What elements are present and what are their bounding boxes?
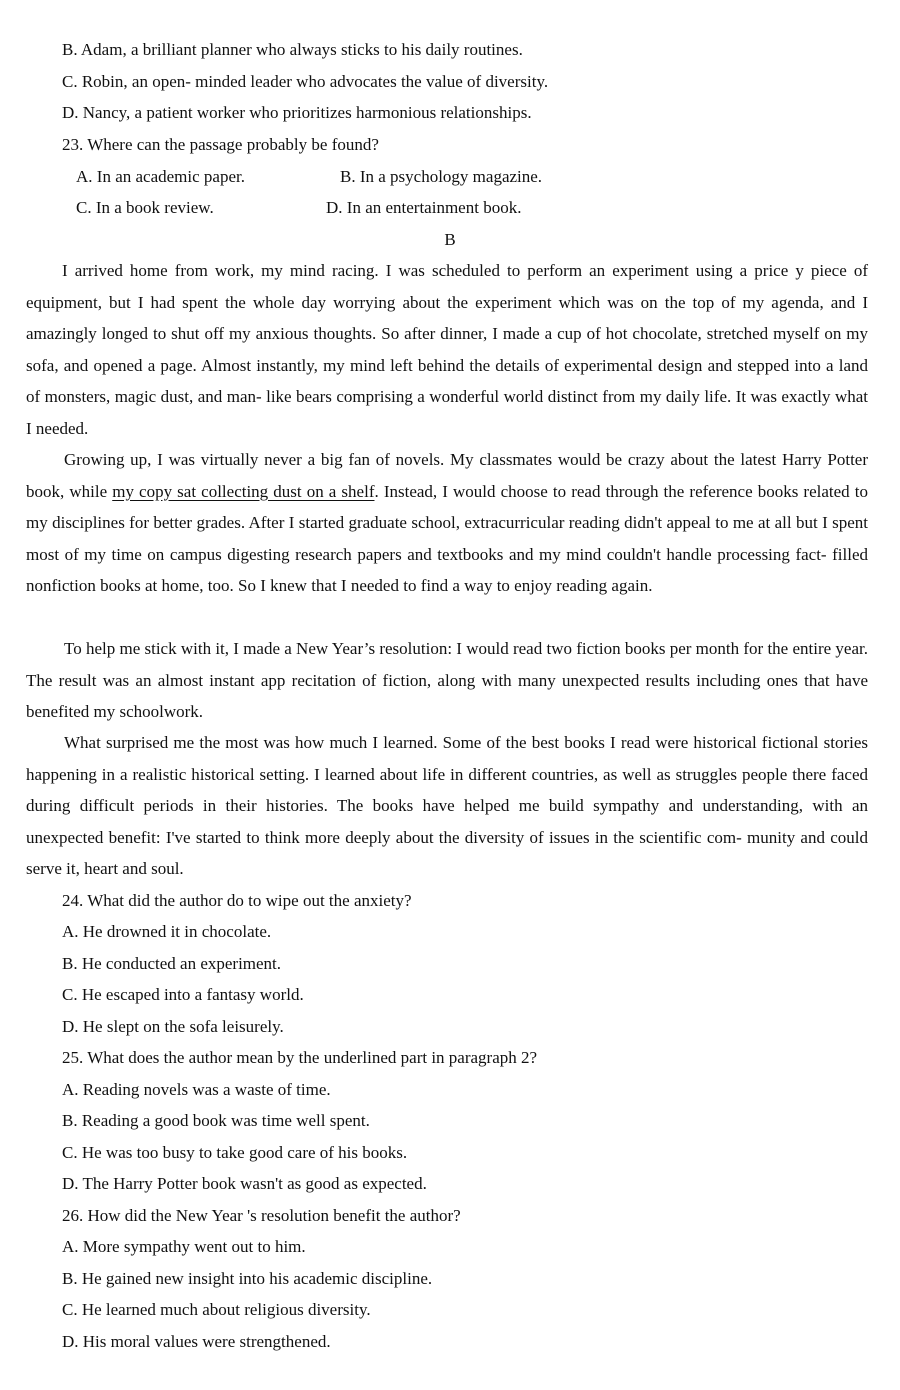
q24-option-d: D. He slept on the sofa leisurely. <box>62 1017 284 1036</box>
passage-paragraph-4: What surprised me the most was how much I learned. Some of the best books I read were historical fictional stories happening in a realistic historical setting. I learned about life in different countries, as well as struggles people there faced during difficult periods in their histories. The books have helped me build sympathy and understanding, with an unexpected benefit: I've started to think more deeply about the diversity of issues in the scientific com- munity and could serve it, heart and soul. <box>26 733 868 879</box>
q26-option-b: B. He gained new insight into his academic discipline. <box>62 1269 433 1288</box>
passage-paragraph-3: To help me stick with it, I made a New Year’s resolution: I would read two fiction books per month for the entire year. The result was an almost instant app recitation of fiction, along with many unexpected results including ones that have benefited my schoolwork. <box>26 639 868 722</box>
q25-option-c: C. He was too busy to take good care of his books. <box>62 1143 408 1162</box>
q22-option-b: B. Adam, a brilliant planner who always sticks to his daily routines. <box>62 40 523 59</box>
q23-option-d: D. In an entertainment book. <box>326 198 522 217</box>
q24-option-b: B. He conducted an experiment. <box>62 954 282 973</box>
q24-option-a: A. He drowned it in chocolate. <box>62 922 272 941</box>
q26-option-c: C. He learned much about religious diversity. <box>62 1300 371 1319</box>
passage-paragraph-2 <box>26 444 868 602</box>
q23-question: 23. Where can the passage probably be found? <box>62 135 379 154</box>
q22-option-d: D. Nancy, a patient worker who prioritizes harmonious relationships. <box>62 103 532 122</box>
q24-question: 24. What did the author do to wipe out the anxiety? <box>62 891 412 910</box>
section-label: B <box>444 230 456 249</box>
paragraph-2-text-start: Growing up, I was virtually never a big fan of novels. My classmates would be crazy about the latest Harry Potter book, while <box>26 450 868 501</box>
q23-option-c: C. In a book review. <box>76 198 214 217</box>
passage-paragraph-1: I arrived home from work, my mind racing. I was scheduled to perform an experiment using a price y piece of equipment, but I had spent the whole day worrying about the experiment which was on the top of my agenda, and I amazingly longed to shut off my anxious thoughts. So after dinner, I made a cup of hot chocolate, stretched myself on my sofa, and opened a page. Almost instantly, my mind left behind the details of experimental design and stepped into a land of monsters, magic dust, and man- like bears comprising a wonderful world distinct from my daily life. It was exactly what I needed. <box>26 261 868 438</box>
q26-question: 26. How did the New Year 's resolution benefit the author? <box>62 1206 461 1225</box>
q23-option-a: A. In an academic paper. <box>76 167 245 186</box>
q25-option-a: A. Reading novels was a waste of time. <box>62 1080 331 1099</box>
q25-option-d: D. The Harry Potter book wasn't as good as expected. <box>62 1174 427 1193</box>
q25-option-b: B. Reading a good book was time well spent. <box>62 1111 370 1130</box>
q26-option-a: A. More sympathy went out to him. <box>62 1237 306 1256</box>
q25-question: 25. What does the author mean by the underlined part in paragraph 2? <box>62 1048 538 1067</box>
underlined-phrase: my copy sat collecting dust on a shelf <box>112 481 375 501</box>
q24-option-c: C. He escaped into a fantasy world. <box>62 985 304 1004</box>
paragraph-2-text-end: . Instead, I would choose to read through the reference books related to my disciplines for better grades. After I started graduate school, extracurricular reading didn't appeal to me at all but I spent most of my time on campus digesting research papers and textbooks and my mind couldn't handle processing fact- filled nonfiction books at home, too. So I knew that I needed to find a way to enjoy reading again. <box>26 481 868 596</box>
q23-option-b: B. In a psychology magazine. <box>340 167 543 186</box>
q22-option-c: C. Robin, an open- minded leader who advocates the value of diversity. <box>62 72 549 91</box>
q26-option-d: D. His moral values were strengthened. <box>62 1332 331 1351</box>
